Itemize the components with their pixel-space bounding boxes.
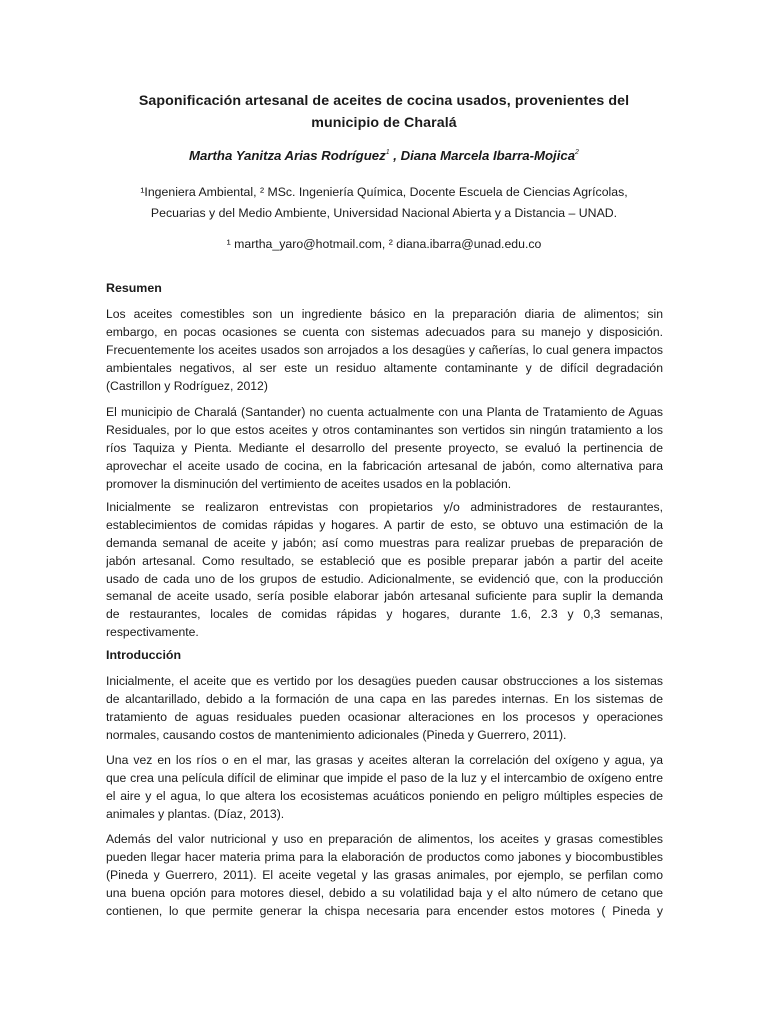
paragraph-line: demanda semanal de aceite y jabón; así como muestras para realizar pruebas de preparación de (106, 535, 663, 550)
paragraph-line: que crea una película difícil de eliminar que impide el paso de la luz y el intercambio de oxígeno entre (106, 770, 663, 785)
paragraph (106, 404, 663, 493)
author-name: Martha Yanitza Arias Rodríguez (189, 148, 386, 163)
affiliation-mark: 1 (385, 149, 390, 156)
paragraph (106, 306, 663, 395)
author-list (60, 146, 708, 166)
title-line: municipio de Charalá (311, 115, 457, 131)
section-heading-resumen: Resumen (106, 281, 162, 295)
paragraph-line: de restaurantes, locales de comidas rápidas y hogares, durante 1.6, 2.3 y 0,3 semanas, (106, 607, 663, 622)
paragraph-line: una buena opción para motores diesel, debido a su volatilidad baja y el alto número de cetano que (106, 885, 663, 900)
paragraph-line: semanal de aceite usado, sería posible elaborar jabón artesanal suficiente para suplir la demanda (106, 589, 663, 604)
paragraph-line: Frecuentemente los aceites usados son arrojados a los desagües y cañerías, lo cual genera impactos (106, 342, 663, 357)
paragraph-line: pueden llegar hacer materia prima para la elaboración de productos como jabones y biocombustibles (106, 849, 663, 864)
paragraph-line: El municipio de Charalá (Santander) no cuenta actualmente con una Planta de Tratamiento de Aguas (106, 405, 663, 419)
paragraph-line: embargo, en pocas ocasiones se cuenta con sistemas adecuados para su manejo y disposición. (106, 324, 663, 339)
section-heading-introduccion: Introducción (106, 648, 182, 662)
paragraph-line: (Castrillon y Rodríguez, 2012) (106, 378, 268, 393)
author-emails: ¹ martha_yaro@hotmail.com, ² diana.ibarra@unad.edu.co (226, 237, 542, 251)
paragraph-line: Residuales, por lo que estos aceites y otros contaminantes son vertidos sin ningún tratamiento a los (106, 422, 663, 437)
paragraph-line: Además del valor nutricional y uso en preparación de alimentos, los aceites y grasas comestibles (106, 832, 663, 846)
paragraph-line: establecimientos de comidas rápidas y hogares. A partir de esto, se obtuvo una estimación de la (106, 517, 663, 532)
affiliation-line: ¹Ingeniera Ambiental, ² MSc. Ingeniería Química, Docente Escuela de Ciencias Agrícolas, (140, 185, 628, 199)
author-separator: , (389, 148, 401, 163)
paragraph-line: tratamiento de aguas residuales pueden ocasionar alteraciones en los procesos y operaciones (106, 709, 663, 724)
paragraph-line: jabón artesanal. Como resultado, se estableció que es posible preparar jabón a partir del aceite (106, 553, 663, 568)
paper-title (90, 90, 678, 134)
paragraph-line: respectivamente. (106, 625, 199, 640)
affiliation-mark: 2 (575, 149, 579, 156)
paragraph-line: de alcantarillado, debido a la formación de una capa en las paredes internas. En los sistemas de (106, 691, 663, 706)
paragraph-line: ríos Taquiza y Pienta. Mediante el desarrollo del presente proyecto, se evaluó la pertinencia de (106, 440, 663, 455)
paragraph-line: aprovechar el aceite usado de cocina, en la fabricación artesanal de jabón, como alternativa para (106, 458, 663, 473)
title-line: Saponificación artesanal de aceites de cocina usados, provenientes del (138, 93, 630, 109)
affiliation-line: Pecuarias y del Medio Ambiente, Universidad Nacional Abierta y a Distancia – UNAD. (150, 206, 618, 220)
paragraph-line: ambientales negativos, al ser este un residuo altamente contaminante y de difícil degradación (106, 360, 663, 375)
paragraph (106, 752, 663, 824)
paragraph (106, 831, 663, 920)
paragraph-line: Inicialmente, el aceite que es vertido por los desagües pueden causar obstrucciones a los sistemas (106, 674, 663, 688)
paragraph-line: contienen, lo que permite generar la chispa necesaria para encender estos motores ( Pineda y (106, 903, 663, 918)
paragraph-line: Los aceites comestibles son un ingrediente básico en la preparación diaria de alimentos; sin (106, 307, 663, 321)
paragraph-line: (Pineda y Guerrero, 2011). El aceite vegetal y las grasas animales, por ejemplo, se perfilan como (106, 867, 663, 882)
paragraph-line: el aire y el agua, lo que altera los ecosistemas acuáticos poniendo en peligro múltiples especies de (106, 788, 663, 803)
paragraph-line: animales y plantas. (Díaz, 2013). (106, 806, 285, 821)
paragraph-line: promover la disminución del vertimiento de aceites usados en la población. (106, 476, 512, 491)
author-name: Diana Marcela Ibarra-Mojica (400, 148, 576, 163)
paragraph (106, 673, 663, 745)
paragraph-line: normales, causando costos de mantenimiento adicionales (Pineda y Guerrero, 2011). (106, 727, 567, 742)
paragraph-line: Inicialmente se realizaron entrevistas con propietarios y/o administradores de restaurantes, (106, 500, 663, 514)
paragraph-line: Una vez en los ríos o en el mar, las grasas y aceites alteran la correlación del oxígeno y agua, ya (106, 753, 663, 767)
paragraph-line: usado de cada uno de los grupos de estudio. Adicionalmente, se evidenció que, con la producción (106, 571, 663, 586)
affiliations (80, 182, 688, 224)
paragraph (106, 499, 663, 642)
